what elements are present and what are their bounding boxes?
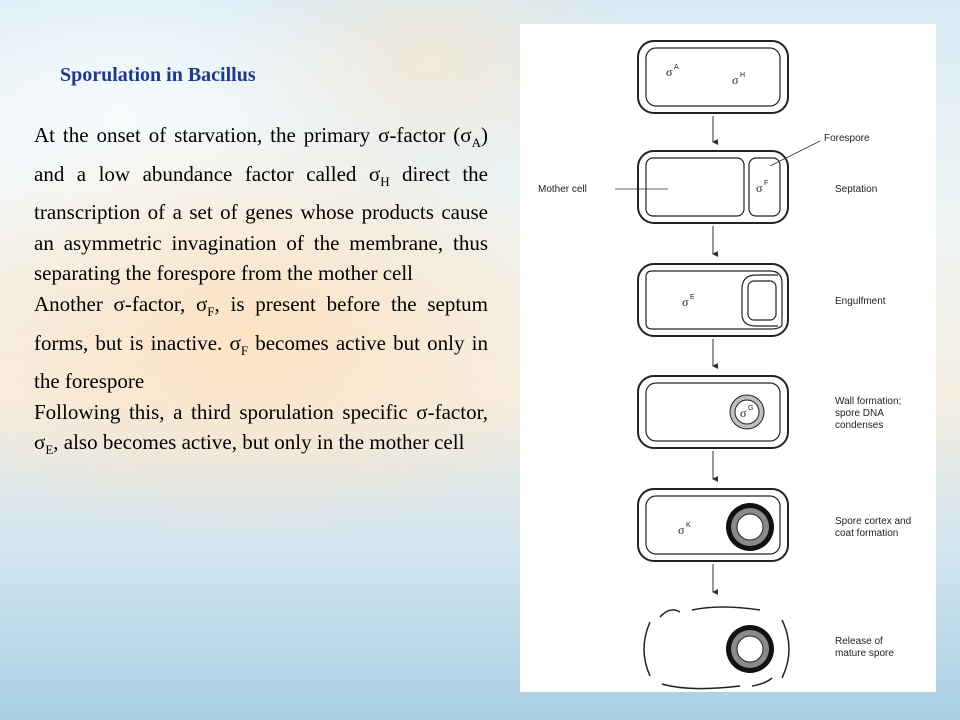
slide-title: Sporulation in Bacillus [60,64,256,86]
svg-text:H: H [740,72,746,79]
svg-text:σ: σ [678,523,685,537]
forespore-label: Forespore [824,133,870,144]
body-paragraph [34,289,488,397]
stage-4-label: Wall formation; spore DNA condenses [835,396,902,431]
stage-2-cell [638,151,788,223]
stage-2-label: Septation [835,184,878,195]
stage-3-label: Engulfment [835,296,886,307]
sigma-subscript: E [45,442,54,458]
body-paragraph [34,397,488,466]
text-run: Following this, a third sporulation specific σ-factor, σ [34,399,488,455]
body-text [34,120,488,466]
stage-1-cell [638,41,788,113]
text-run: direct the transcription of a set of genes whose products cause an asymmetric invagination of the membrane, thus separating the forespore from the mother cell [34,161,488,286]
text-run: Another σ-factor, σ [34,291,208,316]
stage-6-label: Release of mature spore [835,636,894,659]
svg-text:K: K [686,522,691,529]
sigma-subscript: H [380,173,390,189]
stage-3-cell [638,264,788,336]
svg-text:σ: σ [732,73,739,87]
svg-text:G: G [748,405,754,412]
stage-4-cell [638,376,788,448]
text-run: , is present before the septum forms, but is inactive. σ [34,291,488,355]
body-paragraph [34,120,488,289]
sigma-subscript: F [240,342,249,358]
svg-text:σ: σ [666,65,673,79]
svg-text:σ: σ [740,406,747,420]
sporulation-diagram [520,24,936,692]
text-run: At the onset of starvation, the primary σ-factor (σ [34,123,472,147]
sigma-subscript: F [207,304,215,320]
svg-text:F: F [764,180,769,187]
stage-6-lysed-cell [644,607,789,689]
svg-text:A: A [674,64,679,71]
svg-text:σ: σ [682,295,689,309]
text-run: becomes active but only in the forespore [34,330,489,394]
svg-text:E: E [690,294,695,301]
diagram-svg [520,24,936,692]
svg-text:σ: σ [756,181,763,195]
mother-cell-label: Mother cell [538,184,587,195]
stage-5-cell [638,489,788,561]
text-run: , also becomes active, but only in the mother cell [53,430,465,455]
text-run: ) and a low abundance factor called σ [34,123,488,186]
stage-5-label: Spore cortex and coat formation [835,516,912,539]
sigma-subscript: A [471,135,481,151]
